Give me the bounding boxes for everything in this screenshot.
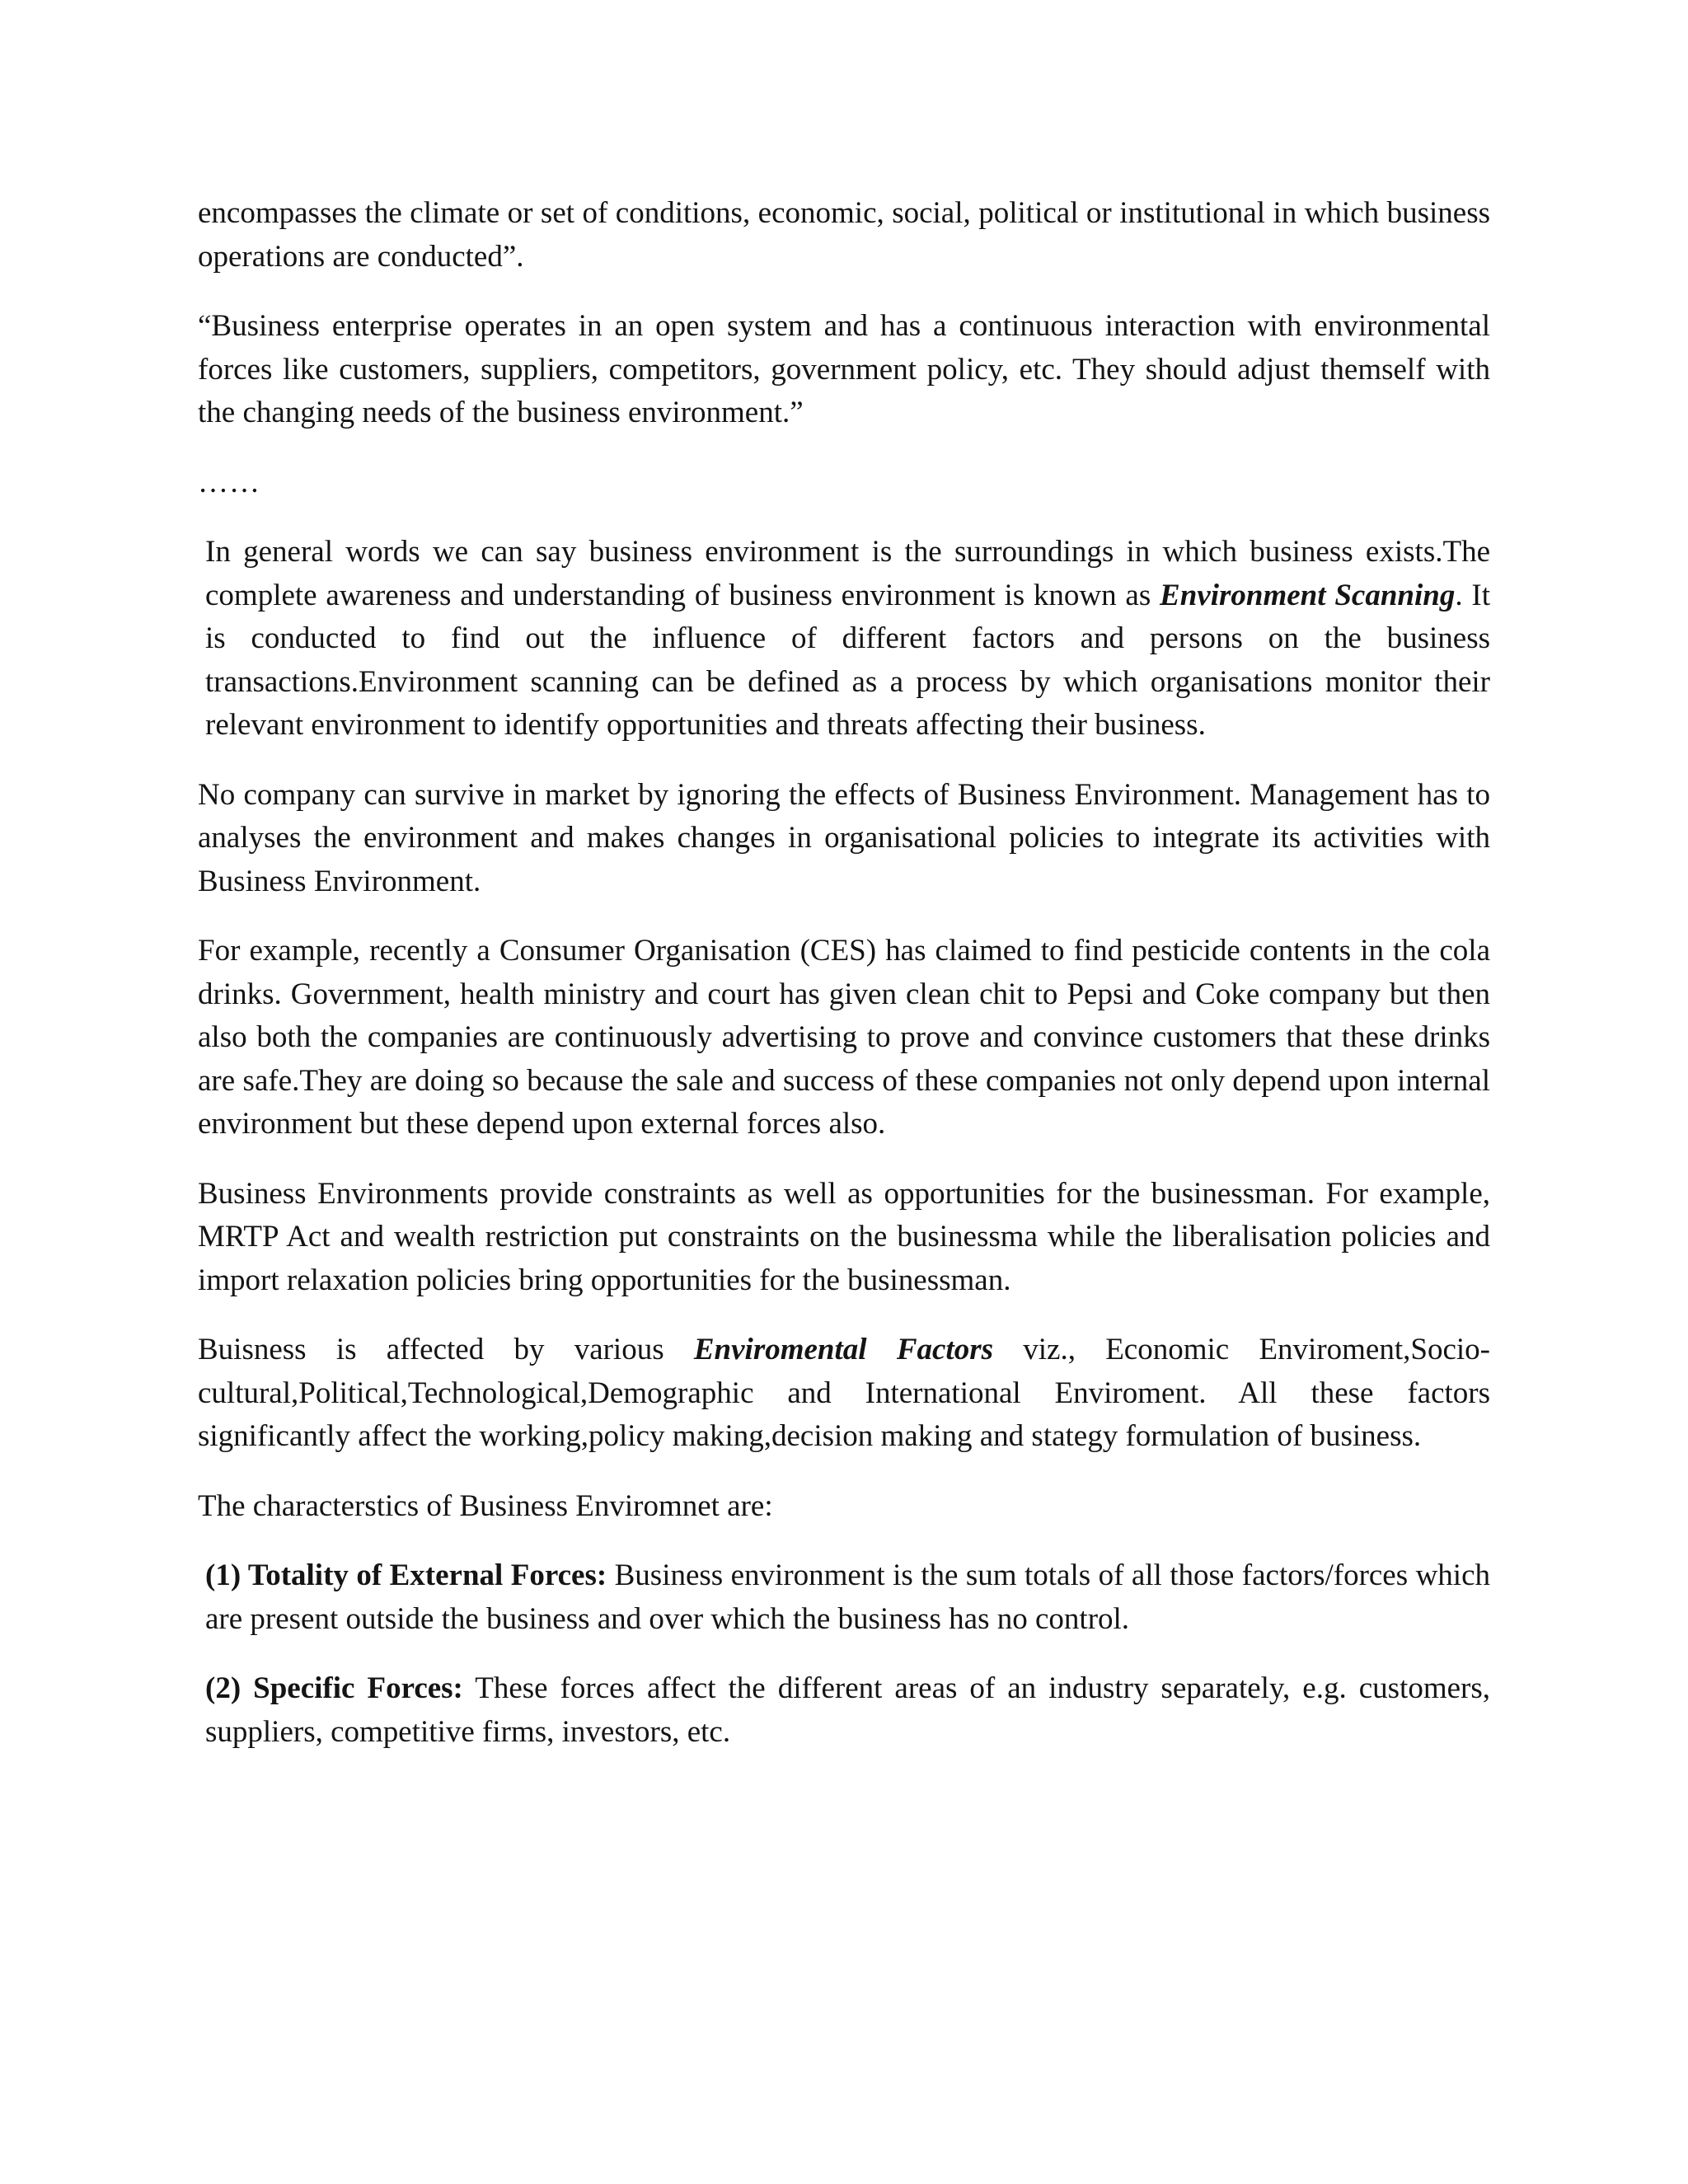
document-page (198, 192, 1490, 1780)
list-item-text: These forces affect the different areas of an industry separately, e.g. customers, suppliers, competitive firms, investors, etc. (205, 1671, 1490, 1749)
list-item-totality (198, 1554, 1490, 1641)
list-item-specific-forces (198, 1667, 1490, 1754)
paragraph-characteristics-intro: The characterstics of Business Enviromnet are: (198, 1488, 773, 1523)
paragraph-constraints-opportunities: Business Environments provide constraints as well as opportunities for the businessman. For example, MRTP Act and wealth restriction put constraints on the businessma while the liberalisation policies and import relaxation policies bring opportunities for the businessman. (198, 1176, 1490, 1297)
paragraph-open-system-quote: “Business enterprise operates in an open system and has a continuous interaction with environmental forces like customers, suppliers, competitors, government policy, etc. They should adjust themself with the changing needs of the business environment.” (198, 309, 1490, 429)
paragraph-environmental-factors (198, 1329, 1490, 1459)
paragraph-example-cola: For example, recently a Consumer Organisation (CES) has claimed to find pesticide contents in the cola drinks. Government, health ministry and court has given clean chit to Pepsi and Coke company but then also both the companies are continuously advertising to prove and convince customers that these drinks are safe.They are doing so because the sale and success of these companies not only depend upon internal environment but these depend upon external forces also. (198, 934, 1490, 1141)
paragraph-survival: No company can survive in market by ignoring the effects of Business Environment. Management has to analyses the environment and makes changes in organisational policies to integrate its activities with Business Environment. (198, 777, 1490, 898)
ellipsis-separator: …… (198, 465, 260, 499)
paragraph-text: viz., Economic Enviroment,Socio-cultural,Political,Technological,Demographic and International Enviroment. All these factors significantly affect the working,policy making,decision making and stategy formulation of business. (198, 1333, 1490, 1453)
paragraph-text: In general words we can say business environment is the surroundings in which business exists.The complete awareness and understanding of business environment is known as (205, 535, 1490, 612)
term-environmental-factors: Enviromental Factors (693, 1333, 993, 1366)
list-item-heading: (1) Totality of External Forces: (205, 1558, 607, 1592)
paragraph-text: Buisness is affected by various (198, 1333, 694, 1366)
term-environment-scanning: Environment Scanning (1160, 578, 1456, 612)
list-item-text: Business environment is the sum totals of all those factors/forces which are present outside the business and over which the business has no control. (205, 1558, 1490, 1636)
paragraph-environment-scanning (198, 531, 1490, 748)
paragraph-definition-end: encompasses the climate or set of conditions, economic, social, political or institutional in which business operations are conducted”. (198, 196, 1490, 274)
list-item-heading: (2) Specific Forces: (205, 1671, 463, 1705)
paragraph-text: . It is conducted to find out the influence of different factors and persons on the business transactions.Environment scanning can be defined as a process by which organisations monitor their relevant environment to identify opportunities and threats affecting their business. (205, 578, 1491, 742)
